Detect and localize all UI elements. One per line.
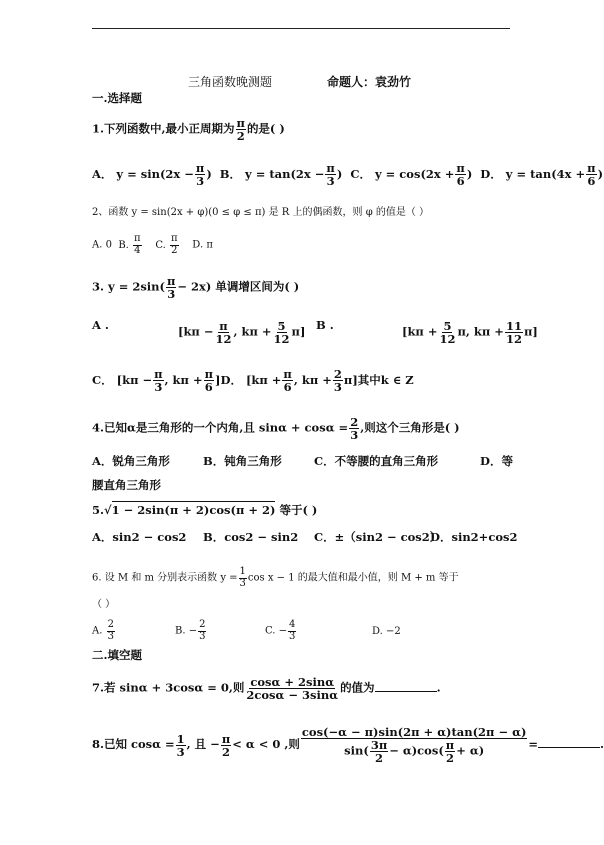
q1-option-a: A． y = sin(2x − $\frac{\pi}{3}$ ) bbox=[92, 161, 212, 189]
q5-option-c: C．±（sin2 − cos2） bbox=[314, 530, 442, 544]
q5-option-b: B．cos2 − sin2 bbox=[203, 530, 299, 544]
question-3-stem: 3. y = 2sin( $\frac{\pi}{3}$ − 2x) 单调增区间为( ) bbox=[92, 274, 300, 302]
q1-option-b: B． y = tan(2x − $\frac{\pi}{3}$ ) bbox=[219, 161, 343, 189]
question-1-stem: 1.下列函数中,最小正周期为 $\frac{\pi}{2}$ 的是( ) bbox=[92, 116, 285, 144]
section-fill: 二.填空题 bbox=[92, 648, 143, 662]
q2-option-d: D. π bbox=[192, 239, 213, 251]
question-2-stem: 2、函数 y = sin(2x + φ)(0 ≤ φ ≤ π) 是 R 上的偶函数，则 φ 的值是（ ） bbox=[92, 207, 430, 218]
q1-option-d: D． y = tan(4x + $\frac{\pi}{6}$ ) bbox=[480, 161, 604, 189]
top-rule bbox=[92, 28, 510, 29]
q4-option-d-continued: 腰直角三角形 bbox=[92, 478, 161, 492]
q6-option-d: D. −2 bbox=[372, 626, 401, 637]
q4-option-a: A．锐角三角形 bbox=[92, 454, 170, 468]
q5-option-d: D．sin2+cos2 bbox=[430, 530, 518, 544]
q4-option-d: D．等 bbox=[480, 454, 513, 468]
q2-option-a: A. 0 bbox=[92, 239, 112, 251]
q2-option-c: C. $\frac{\pi}{2}$ bbox=[155, 233, 178, 256]
q6-answer-paren: （ ） bbox=[92, 599, 116, 610]
section-choice: 一.选择题 bbox=[92, 91, 143, 105]
q5-option-a: A．sin2 − cos2 bbox=[92, 530, 187, 544]
q3-option-b: [kπ + $\frac{5}{12}$ π, kπ + $\frac{11}{12}$ π] bbox=[402, 319, 538, 347]
page-title: 三角函数晚测题 bbox=[188, 75, 273, 89]
question-1-options bbox=[92, 162, 603, 187]
q3-option-a: [kπ − $\frac{\pi}{12}$ , kπ + $\frac{5}{12}$ π] bbox=[178, 319, 306, 347]
q3-options-c-d bbox=[92, 368, 414, 393]
question-8: 8.已知 cosα = $\frac{1}{3}$ , 且 − $\frac{\pi}{2}$ < α < 0 ,则 cos(−α − π)sin(2π + α)tan(2π − α) sin( $\frac{3\pi}{2}$ − α)cos( $\frac{\pi}{2}$ + α) = . bbox=[92, 725, 604, 766]
question-6-stem: 6. 设 M 和 m 分别表示函数 y = $\frac{1}{3}$ cos x − 1 的最大值和最小值，则 M + m 等于 bbox=[92, 566, 459, 589]
q3-option-d: D． [kπ + $\frac{\pi}{6}$ , kπ + $\frac{2}{3}$ π]其中k ∈ Z bbox=[220, 367, 414, 395]
q8-answer-blank[interactable] bbox=[538, 738, 600, 748]
q6-option-b: B. − $\frac{2}{3}$ bbox=[175, 619, 206, 642]
q4-option-b: B．钝角三角形 bbox=[203, 454, 282, 468]
question-5-stem: 5.√1 − 2sin(π + 2)cos(π + 2) 等于( ) bbox=[92, 503, 318, 517]
q6-option-c: C. − $\frac{4}{3}$ bbox=[265, 619, 296, 642]
question-7: 7.若 sinα + 3cosα = 0,则 $\frac{\cos\alpha + 2\sin\alpha}{2\cos\alpha - 3\sin\alpha}$ 的值为 . bbox=[92, 675, 441, 703]
q7-answer-blank[interactable] bbox=[375, 682, 437, 692]
q6-option-a: A. $\frac{2}{3}$ bbox=[92, 619, 114, 642]
question-2-options bbox=[92, 234, 213, 256]
q3-option-b-label: B . bbox=[316, 318, 334, 332]
q4-option-c: C．不等腰的直角三角形 bbox=[314, 454, 439, 468]
author-line: 命题人：袁劲竹 bbox=[327, 75, 412, 89]
q1-option-c: C． y = cos(2x + $\frac{\pi}{6}$ ) bbox=[350, 161, 473, 189]
question-4-stem: 4.已知α是三角形的一个内角,且 sinα + cosα = $\frac{2}{3}$ ,则这个三角形是( ) bbox=[92, 415, 460, 443]
q2-option-b: B. $\frac{\pi}{4}$ bbox=[118, 233, 141, 256]
q3-option-a-label: A . bbox=[92, 318, 109, 332]
q3-option-c: C． [kπ − $\frac{\pi}{3}$ , kπ + $\frac{\pi}{6}$ ] bbox=[92, 367, 221, 395]
